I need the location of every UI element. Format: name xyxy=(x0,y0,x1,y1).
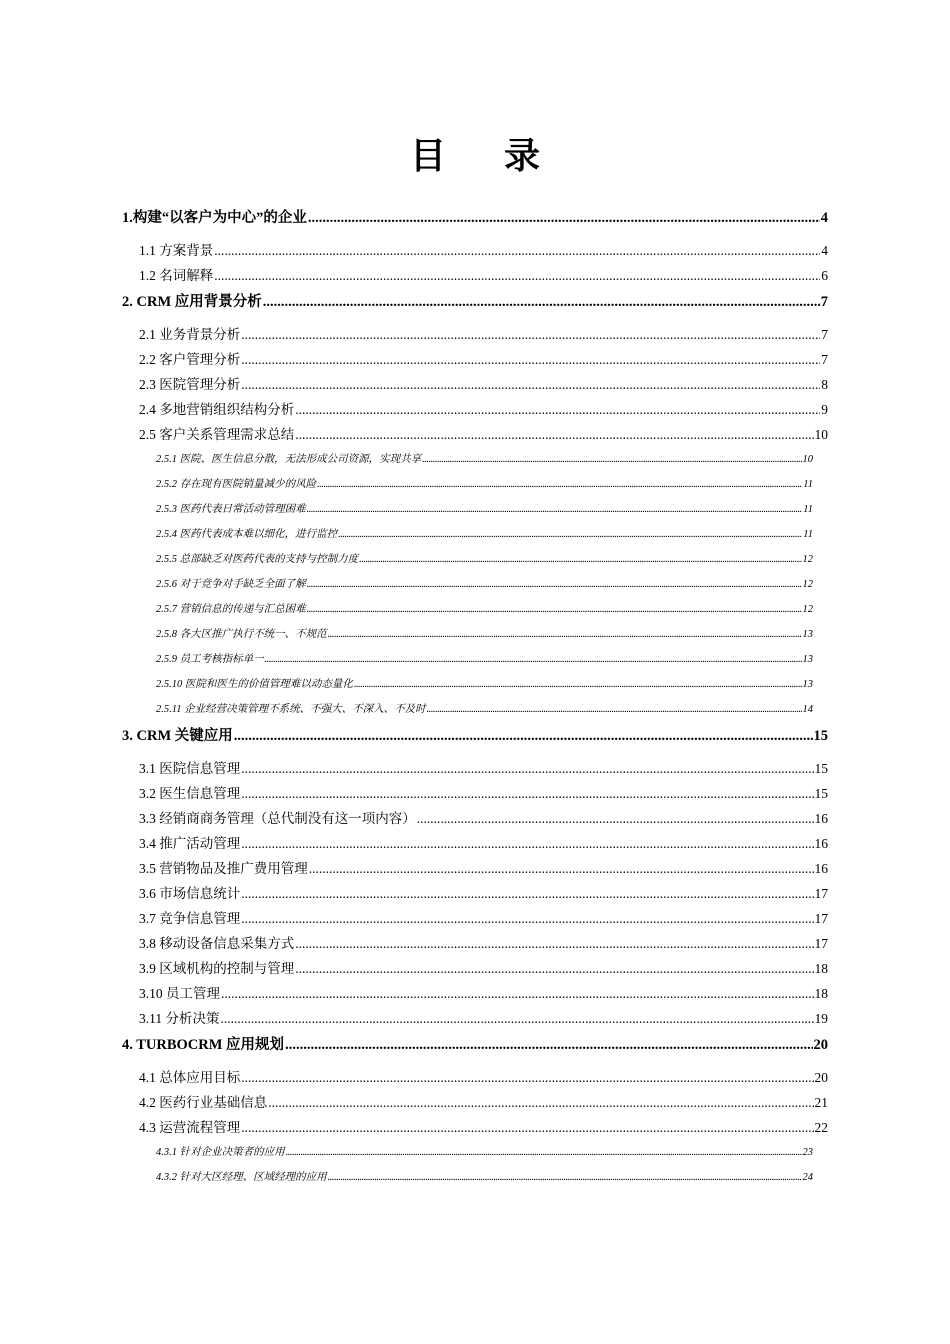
toc-entry-page-number: 24 xyxy=(802,1172,813,1183)
toc-entry-page-number: 23 xyxy=(802,1147,813,1158)
toc-leader-dots xyxy=(241,831,813,856)
toc-entry-page-number: 10 xyxy=(814,427,828,442)
toc-leader-dots xyxy=(241,1115,813,1140)
toc-entry-label: 3.2 医生信息管理 xyxy=(139,786,241,801)
toc-entry-page-number: 12 xyxy=(802,579,813,590)
toc-entry-level-3[interactable] xyxy=(122,622,828,647)
toc-entry-label: 2.4 多地营销组织结构分析 xyxy=(139,402,295,417)
toc-leader-dots xyxy=(427,697,802,722)
toc-entry-label: 2.2 客户管理分析 xyxy=(139,352,241,367)
title-char-1: 目 xyxy=(409,136,446,176)
toc-leader-dots xyxy=(263,288,820,316)
toc-entry-label: 3.11 分析决策 xyxy=(139,1011,220,1026)
toc-leader-dots xyxy=(265,647,802,672)
toc-entry-level-1[interactable] xyxy=(122,1031,828,1065)
toc-entry-level-2[interactable] xyxy=(122,347,828,372)
toc-entry-level-2[interactable] xyxy=(122,372,828,397)
toc-entry-page-number: 17 xyxy=(814,886,828,901)
toc-entry-level-2[interactable] xyxy=(122,981,828,1006)
toc-entry-page-number: 21 xyxy=(814,1095,828,1110)
toc-leader-dots xyxy=(241,781,813,806)
toc-leader-dots xyxy=(295,956,813,981)
toc-entry-level-2[interactable] xyxy=(122,322,828,347)
toc-entry-page-number: 15 xyxy=(814,761,828,776)
toc-entry-label: 2.5.9 员工考核指标单一 xyxy=(156,654,264,665)
toc-entry-page-number: 4 xyxy=(821,243,828,258)
toc-entry-label: 2.5.10 医院和医生的价值管理难以动态量化 xyxy=(156,679,353,690)
toc-entry-label: 3.1 医院信息管理 xyxy=(139,761,241,776)
toc-entry-label: 3.4 推广活动管理 xyxy=(139,836,241,851)
toc-entry-page-number: 18 xyxy=(814,986,828,1001)
toc-leader-dots xyxy=(234,722,813,750)
toc-entry-page-number: 11 xyxy=(803,479,813,490)
table-of-contents xyxy=(122,204,828,1190)
toc-entry-level-2[interactable] xyxy=(122,397,828,422)
toc-entry-page-number: 7 xyxy=(821,327,828,342)
toc-entry-label: 2.3 医院管理分析 xyxy=(139,377,241,392)
toc-entry-level-2[interactable] xyxy=(122,1090,828,1115)
toc-entry-label: 3.5 营销物品及推广费用管理 xyxy=(139,861,308,876)
toc-entry-level-2[interactable] xyxy=(122,756,828,781)
toc-leader-dots xyxy=(221,1006,814,1031)
toc-leader-dots xyxy=(422,447,801,472)
toc-entry-level-2[interactable] xyxy=(122,238,828,263)
toc-entry-level-2[interactable] xyxy=(122,806,828,831)
toc-leader-dots xyxy=(241,881,813,906)
toc-entry-page-number: 19 xyxy=(814,1011,828,1026)
title-char-2: 录 xyxy=(504,136,541,176)
toc-entry-label: 4.3 运营流程管理 xyxy=(139,1120,241,1135)
toc-entry-label: 2.5.1 医院、医生信息分散，无法形成公司资源，实现共享 xyxy=(156,454,422,465)
page-title xyxy=(0,128,950,179)
toc-entry-page-number: 17 xyxy=(814,936,828,951)
toc-entry-level-2[interactable] xyxy=(122,1115,828,1140)
toc-entry-level-2[interactable] xyxy=(122,881,828,906)
toc-entry-label: 4. TURBOCRM 应用规划 xyxy=(122,1037,285,1053)
toc-entry-label: 2.5.7 营销信息的传递与汇总困难 xyxy=(156,604,306,615)
toc-entry-level-3[interactable] xyxy=(122,572,828,597)
toc-leader-dots xyxy=(308,204,820,232)
toc-leader-dots xyxy=(241,906,813,931)
toc-entry-page-number: 11 xyxy=(803,504,813,515)
toc-entry-label: 3.9 区域机构的控制与管理 xyxy=(139,961,295,976)
toc-entry-page-number: 12 xyxy=(802,604,813,615)
toc-entry-level-3[interactable] xyxy=(122,522,828,547)
toc-entry-level-2[interactable] xyxy=(122,856,828,881)
toc-leader-dots xyxy=(295,931,813,956)
toc-leader-dots xyxy=(286,1140,802,1165)
toc-entry-level-2[interactable] xyxy=(122,1006,828,1031)
toc-leader-dots xyxy=(354,672,802,697)
toc-leader-dots xyxy=(241,347,820,372)
toc-entry-page-number: 17 xyxy=(814,911,828,926)
toc-entry-label: 2.5.11 企业经营决策管理不系统、不强大、不深入、不及时 xyxy=(156,704,426,715)
toc-entry-level-2[interactable] xyxy=(122,781,828,806)
toc-leader-dots xyxy=(309,856,814,881)
toc-entry-level-2[interactable] xyxy=(122,931,828,956)
toc-entry-level-1[interactable] xyxy=(122,204,828,238)
toc-entry-label: 2.1 业务背景分析 xyxy=(139,327,241,342)
toc-entry-level-3[interactable] xyxy=(122,697,828,722)
toc-leader-dots xyxy=(221,981,814,1006)
toc-entry-label: 3.7 竞争信息管理 xyxy=(139,911,241,926)
toc-entry-level-2[interactable] xyxy=(122,831,828,856)
toc-entry-page-number: 16 xyxy=(814,811,828,826)
toc-entry-level-1[interactable] xyxy=(122,722,828,756)
toc-entry-label: 2.5.4 医药代表成本难以细化，进行监控 xyxy=(156,529,338,540)
toc-leader-dots xyxy=(417,806,814,831)
toc-entry-label: 3.8 移动设备信息采集方式 xyxy=(139,936,295,951)
toc-leader-dots xyxy=(328,622,802,647)
toc-entry-page-number: 18 xyxy=(814,961,828,976)
toc-entry-level-3[interactable] xyxy=(122,597,828,622)
toc-leader-dots xyxy=(307,597,802,622)
toc-entry-label: 4.3.2 针对大区经理、区域经理的应用 xyxy=(156,1172,327,1183)
toc-entry-level-1[interactable] xyxy=(122,288,828,322)
toc-entry-level-2[interactable] xyxy=(122,906,828,931)
toc-entry-page-number: 16 xyxy=(814,861,828,876)
toc-leader-dots xyxy=(307,497,803,522)
toc-entry-level-3[interactable] xyxy=(122,672,828,697)
toc-entry-label: 1.2 名词解释 xyxy=(139,268,214,283)
toc-entry-page-number: 22 xyxy=(814,1120,828,1135)
toc-entry-level-3[interactable] xyxy=(122,447,828,472)
toc-entry-page-number: 9 xyxy=(821,402,828,417)
toc-entry-page-number: 10 xyxy=(802,454,813,465)
toc-entry-label: 1.构建“以客户为中心”的企业 xyxy=(122,210,307,226)
toc-entry-page-number: 20 xyxy=(813,1037,828,1053)
toc-leader-dots xyxy=(241,1065,813,1090)
toc-leader-dots xyxy=(338,522,802,547)
toc-entry-page-number: 13 xyxy=(802,679,813,690)
toc-entry-label: 2.5.2 存在现有医院销量减少的风险 xyxy=(156,479,317,490)
toc-entry-page-number: 20 xyxy=(814,1070,828,1085)
toc-leader-dots xyxy=(214,263,820,288)
toc-entry-level-2[interactable] xyxy=(122,422,828,447)
toc-leader-dots xyxy=(317,472,802,497)
toc-entry-level-2[interactable] xyxy=(122,956,828,981)
toc-entry-page-number: 4 xyxy=(820,210,828,226)
toc-leader-dots xyxy=(295,397,820,422)
toc-entry-page-number: 6 xyxy=(821,268,828,283)
toc-entry-label: 4.2 医药行业基础信息 xyxy=(139,1095,268,1110)
toc-leader-dots xyxy=(214,238,820,263)
toc-entry-level-2[interactable] xyxy=(122,263,828,288)
toc-entry-label: 1.1 方案背景 xyxy=(139,243,214,258)
toc-entry-label: 4.1 总体应用目标 xyxy=(139,1070,241,1085)
toc-leader-dots xyxy=(285,1031,812,1059)
toc-entry-page-number: 7 xyxy=(821,352,828,367)
toc-entry-label: 3. CRM 关键应用 xyxy=(122,728,233,744)
toc-entry-label: 3.10 员工管理 xyxy=(139,986,220,1001)
toc-entry-level-3[interactable] xyxy=(122,1140,828,1165)
toc-entry-page-number: 12 xyxy=(802,554,813,565)
toc-entry-label: 2.5 客户关系管理需求总结 xyxy=(139,427,295,442)
toc-entry-label: 4.3.1 针对企业决策者的应用 xyxy=(156,1147,285,1158)
toc-entry-label: 2.5.8 各大区推广执行不统一、不规范 xyxy=(156,629,327,640)
toc-entry-label: 3.6 市场信息统计 xyxy=(139,886,241,901)
toc-entry-label: 3.3 经销商商务管理（总代制没有这一项内容） xyxy=(139,811,416,826)
toc-leader-dots xyxy=(328,1165,802,1190)
toc-entry-level-3[interactable] xyxy=(122,472,828,497)
toc-entry-label: 2.5.3 医药代表日常活动管理困难 xyxy=(156,504,306,515)
toc-entry-page-number: 15 xyxy=(814,786,828,801)
toc-leader-dots xyxy=(359,547,801,572)
toc-leader-dots xyxy=(241,372,820,397)
toc-entry-page-number: 14 xyxy=(802,704,813,715)
toc-entry-label: 2.5.6 对于竞争对手缺乏全面了解 xyxy=(156,579,306,590)
toc-entry-label: 2. CRM 应用背景分析 xyxy=(122,294,262,310)
toc-entry-page-number: 11 xyxy=(803,529,813,540)
toc-entry-page-number: 13 xyxy=(802,654,813,665)
toc-leader-dots xyxy=(307,572,802,597)
toc-entry-page-number: 15 xyxy=(813,728,828,744)
toc-entry-level-3[interactable] xyxy=(122,497,828,522)
toc-entry-page-number: 13 xyxy=(802,629,813,640)
toc-entry-label: 2.5.5 总部缺乏对医药代表的支持与控制力度 xyxy=(156,554,359,565)
toc-entry-page-number: 7 xyxy=(820,294,828,310)
toc-entry-level-3[interactable] xyxy=(122,647,828,672)
toc-leader-dots xyxy=(241,322,820,347)
toc-entry-level-2[interactable] xyxy=(122,1065,828,1090)
toc-entry-level-3[interactable] xyxy=(122,1165,828,1190)
toc-leader-dots xyxy=(268,1090,813,1115)
toc-entry-page-number: 8 xyxy=(821,377,828,392)
toc-leader-dots xyxy=(295,422,813,447)
toc-leader-dots xyxy=(241,756,813,781)
toc-entry-page-number: 16 xyxy=(814,836,828,851)
toc-entry-level-3[interactable] xyxy=(122,547,828,572)
